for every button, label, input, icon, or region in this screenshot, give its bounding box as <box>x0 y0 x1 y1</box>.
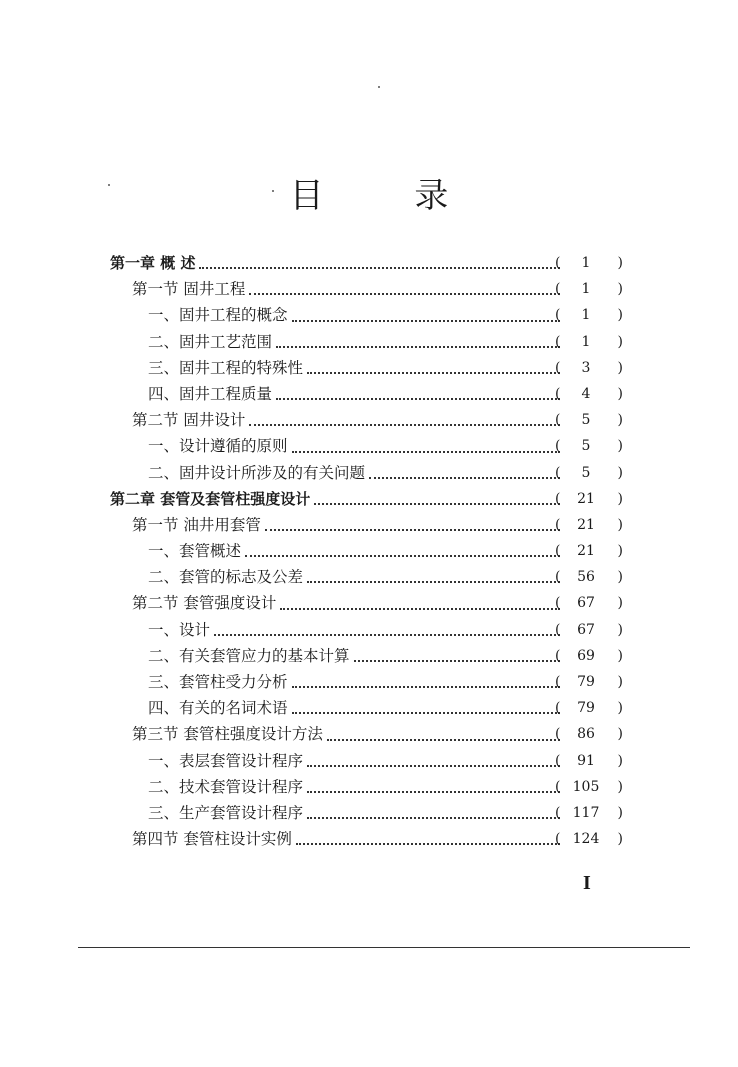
toc-entry-label: 二、固井设计所涉及的有关问题 <box>148 460 367 486</box>
dot-leader <box>276 372 560 400</box>
dot-leader <box>245 529 560 557</box>
toc-entry-label: 三、生产套管设计程序 <box>148 800 305 826</box>
toc-entry-label: 四、有关的名词术语 <box>148 695 290 721</box>
scan-speck <box>108 184 110 186</box>
toc-entry-label: 第一节 油井用套管 <box>132 512 263 538</box>
open-paren: ( <box>555 726 561 743</box>
close-paren: ) <box>617 307 623 324</box>
toc-entry-label: 四、固井工程质量 <box>148 381 274 407</box>
toc-entry-page-number: 21 <box>577 516 595 533</box>
dot-leader <box>276 320 560 348</box>
toc-entry-label: 第一节 固井工程 <box>132 276 247 302</box>
toc-entry-label: 第三节 套管柱强度设计方法 <box>132 721 325 747</box>
bottom-rule <box>78 947 690 948</box>
toc-entry-page-number: 56 <box>577 569 595 586</box>
dot-leader <box>292 686 560 714</box>
dot-leader <box>292 660 560 688</box>
dot-leader <box>265 503 560 531</box>
dot-leader <box>307 346 560 374</box>
dot-leader <box>199 241 560 269</box>
dot-leader <box>307 791 560 819</box>
toc-entry-page-number: 124 <box>572 831 600 848</box>
toc-entry-label: 一、固井工程的概念 <box>148 302 290 328</box>
open-paren: ( <box>555 385 561 402</box>
open-paren: ( <box>555 778 561 795</box>
open-paren: ( <box>555 490 561 507</box>
close-paren: ) <box>617 333 623 350</box>
close-paren: ) <box>617 255 623 271</box>
toc-entry-page-number: 1 <box>581 281 591 298</box>
close-paren: ) <box>617 726 623 743</box>
toc-entry-label: 第四节 套管柱设计实例 <box>132 826 294 852</box>
close-paren: ) <box>617 778 623 795</box>
close-paren: ) <box>617 359 623 376</box>
page-number: I <box>583 872 591 894</box>
close-paren: ) <box>617 490 623 507</box>
toc-entry-page-number: 67 <box>577 595 595 612</box>
toc-entry-page-number: 91 <box>577 752 595 769</box>
toc-entry-label: 第二节 固井设计 <box>132 407 247 433</box>
toc-entry-label: 第一章 概 述 <box>110 250 197 276</box>
close-paren: ) <box>617 385 623 402</box>
toc-entry-page-number: 1 <box>581 333 591 350</box>
close-paren: ) <box>617 569 623 586</box>
toc-entry-label: 二、套管的标志及公差 <box>148 564 305 590</box>
open-paren: ( <box>555 464 561 481</box>
close-paren: ) <box>617 621 623 638</box>
open-paren: ( <box>555 647 561 664</box>
toc-entry-page-number: 105 <box>572 778 600 795</box>
dot-leader <box>296 817 560 845</box>
toc-entry-label: 三、套管柱受力分析 <box>148 669 290 695</box>
open-paren: ( <box>555 307 561 324</box>
open-paren: ( <box>555 621 561 638</box>
dot-leader <box>292 424 560 452</box>
open-paren: ( <box>555 516 561 533</box>
dot-leader <box>314 477 560 505</box>
toc-entry-page-number: 86 <box>577 726 595 743</box>
open-paren: ( <box>555 438 561 455</box>
toc-entry-page-number: 5 <box>581 438 591 455</box>
close-paren: ) <box>617 674 623 690</box>
dot-leader <box>292 293 560 321</box>
close-paren: ) <box>617 804 623 821</box>
close-paren: ) <box>617 752 623 769</box>
page-title: 目 录 <box>289 176 489 216</box>
open-paren: ( <box>555 700 561 717</box>
open-paren: ( <box>555 359 561 376</box>
toc-entry-page-number: 117 <box>572 804 600 821</box>
open-paren: ( <box>555 333 561 350</box>
dot-leader <box>307 555 560 583</box>
dot-leader <box>369 451 560 479</box>
toc-entry-page-number: 21 <box>577 543 595 560</box>
toc-entry-label: 第二章 套管及套管柱强度设计 <box>110 486 312 512</box>
close-paren: ) <box>617 438 623 455</box>
open-paren: ( <box>555 543 561 560</box>
open-paren: ( <box>555 281 561 298</box>
toc-entry-page-number: 79 <box>577 700 595 717</box>
open-paren: ( <box>555 255 561 271</box>
toc-entry <box>0 826 738 852</box>
toc-entry-page-number: 5 <box>581 464 591 481</box>
close-paren: ) <box>617 647 623 664</box>
scan-speck <box>378 86 380 88</box>
dot-leader <box>354 634 560 662</box>
dot-leader <box>327 712 560 740</box>
dot-leader <box>249 267 560 295</box>
open-paren: ( <box>555 674 561 690</box>
table-of-contents <box>0 250 738 852</box>
toc-entry-page-number: 79 <box>577 674 595 690</box>
toc-entry-label: 二、固井工艺范围 <box>148 329 274 355</box>
scan-speck <box>272 190 274 192</box>
toc-entry-label: 一、设计遵循的原则 <box>148 433 290 459</box>
dot-leader <box>307 765 560 793</box>
toc-entry-page-number: 69 <box>577 647 595 664</box>
close-paren: ) <box>617 831 623 848</box>
toc-entry-label: 二、有关套管应力的基本计算 <box>148 643 352 669</box>
toc-entry-page-number: 1 <box>581 307 591 324</box>
open-paren: ( <box>555 831 561 848</box>
toc-entry-page-number: 4 <box>581 385 591 402</box>
toc-entry-page-number: 67 <box>577 621 595 638</box>
close-paren: ) <box>617 543 623 560</box>
dot-leader <box>249 398 560 426</box>
toc-entry-page-number: 3 <box>581 359 591 376</box>
open-paren: ( <box>555 412 561 429</box>
toc-entry-label: 一、套管概述 <box>148 538 243 564</box>
open-paren: ( <box>555 804 561 821</box>
toc-entry-label: 一、表层套管设计程序 <box>148 748 305 774</box>
toc-entry-label: 第二节 套管强度设计 <box>132 590 278 616</box>
dot-leader <box>307 739 560 767</box>
toc-entry-page-number: 5 <box>581 412 591 429</box>
open-paren: ( <box>555 595 561 612</box>
toc-entry-page-number: 21 <box>577 490 595 507</box>
close-paren: ) <box>617 412 623 429</box>
toc-entry-label: 二、技术套管设计程序 <box>148 774 305 800</box>
toc-entry-label: 一、设计 <box>148 617 212 643</box>
toc-entry-page-number: 1 <box>581 255 591 271</box>
dot-leader <box>280 581 560 609</box>
open-paren: ( <box>555 752 561 769</box>
dot-leader <box>214 608 560 636</box>
close-paren: ) <box>617 281 623 298</box>
open-paren: ( <box>555 569 561 586</box>
close-paren: ) <box>617 464 623 481</box>
toc-entry-label: 三、固井工程的特殊性 <box>148 355 305 381</box>
close-paren: ) <box>617 516 623 533</box>
close-paren: ) <box>617 700 623 717</box>
close-paren: ) <box>617 595 623 612</box>
